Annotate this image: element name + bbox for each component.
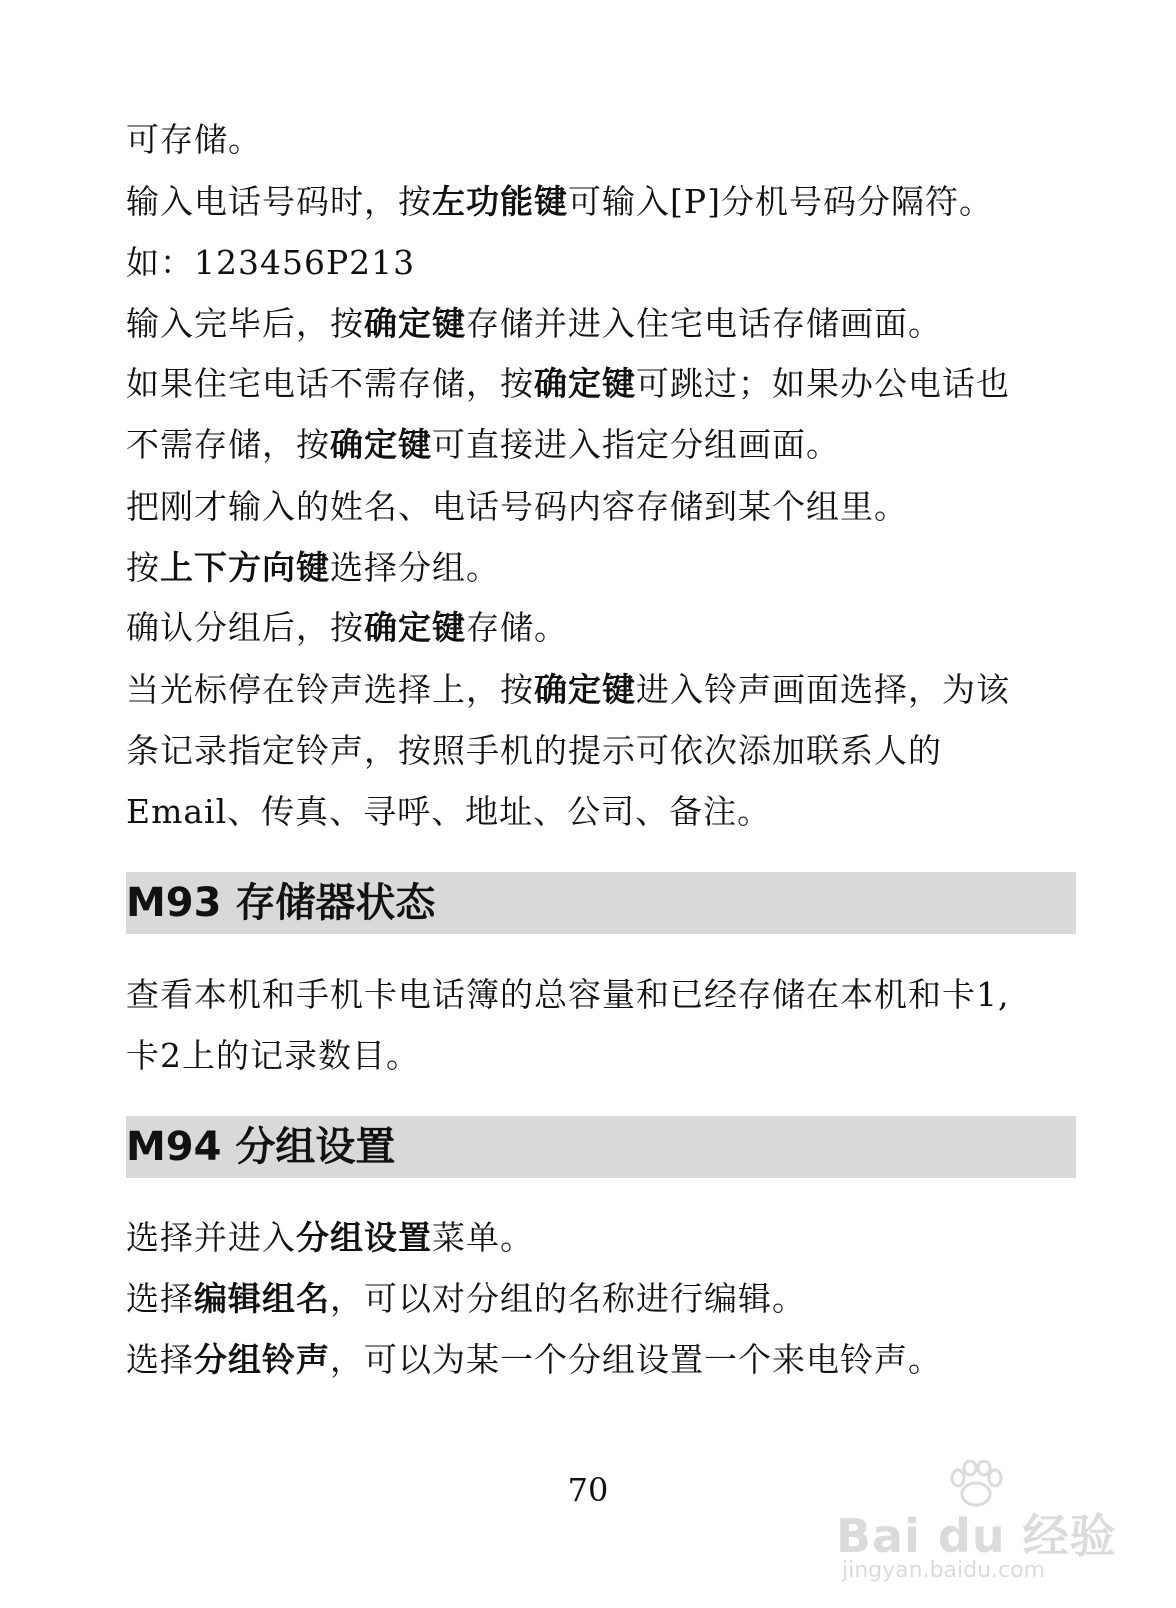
- text-span: 可输入[P]分机号码分隔符。: [568, 182, 993, 221]
- key-name-bold: 确定键: [364, 608, 466, 647]
- text-span: 选择: [126, 1279, 194, 1318]
- baidu-watermark: [836, 1460, 1117, 1583]
- menu-name-bold: 分组设置: [296, 1218, 432, 1257]
- text-span: 不需存储，按: [126, 425, 330, 464]
- text-span: 如：123456P213: [126, 243, 416, 282]
- text-span: 选择并进入: [126, 1218, 296, 1257]
- text-span: 卡2上的记录数目。: [126, 1036, 420, 1075]
- text-span: 条记录指定铃声，按照手机的提示可依次添加联系人的: [126, 731, 942, 770]
- text-line-10: [126, 670, 1076, 710]
- text-span: Email、传真、寻呼、地址、公司、备注。: [126, 792, 772, 831]
- text-span: ，可以为某一个分组设置一个来电铃声。: [330, 1340, 942, 1379]
- key-name-bold: 上下方向键: [160, 548, 330, 587]
- menu-name-bold: 编辑组名: [194, 1279, 330, 1318]
- m94-text-line-3: [126, 1340, 1076, 1380]
- text-span: 按: [126, 548, 160, 587]
- text-line-6: [126, 425, 1076, 465]
- text-span: 可直接进入指定分组画面。: [432, 425, 840, 464]
- watermark-url: jingyan.baidu.com: [842, 1558, 1046, 1583]
- text-span: 选择分组。: [330, 548, 500, 587]
- text-span: 确认分组后，按: [126, 608, 364, 647]
- page-number: 70: [567, 1471, 609, 1509]
- m93-text-line-2: [126, 1036, 1076, 1076]
- section-heading-m93: M93 存储器状态: [126, 872, 1076, 934]
- section-heading-m94: M94 分组设置: [126, 1116, 1076, 1178]
- text-span: 存储并进入住宅电话存储画面。: [466, 304, 942, 343]
- text-line-1: [126, 120, 1076, 160]
- text-line-5: [126, 364, 1076, 404]
- text-span: 输入完毕后，按: [126, 304, 364, 343]
- watermark-text: Bai du 经验: [836, 1509, 1117, 1563]
- text-span: ，可以对分组的名称进行编辑。: [330, 1279, 806, 1318]
- key-name-bold: 确定键: [534, 364, 636, 403]
- key-name-bold: 确定键: [330, 425, 432, 464]
- text-span: 查看本机和手机卡电话簿的总容量和已经存储在本机和卡1,: [126, 975, 1010, 1014]
- m93-text-line-1: [126, 975, 1076, 1015]
- text-line-9: [126, 608, 1076, 648]
- text-span: 可存储。: [126, 120, 262, 159]
- text-span: 如果住宅电话不需存储，按: [126, 364, 534, 403]
- key-name-bold: 左功能键: [432, 182, 568, 221]
- text-span: 存储。: [466, 608, 568, 647]
- m94-text-line-2: [126, 1279, 1076, 1319]
- menu-name-bold: 分组铃声: [194, 1340, 330, 1379]
- text-line-3: [126, 243, 1076, 283]
- key-name-bold: 确定键: [534, 670, 636, 709]
- m94-text-line-1: [126, 1218, 1076, 1258]
- text-span: 当光标停在铃声选择上，按: [126, 670, 534, 709]
- text-span: 把刚才输入的姓名、电话号码内容存储到某个组里。: [126, 487, 908, 526]
- text-span: 菜单。: [432, 1218, 534, 1257]
- text-line-12: [126, 792, 1076, 832]
- text-line-7: [126, 487, 1076, 527]
- text-span: 进入铃声画面选择，为该: [636, 670, 1010, 709]
- text-span: 输入电话号码时，按: [126, 182, 432, 221]
- text-span: 选择: [126, 1340, 194, 1379]
- text-line-2: [126, 182, 1076, 222]
- text-line-11: [126, 731, 1076, 771]
- text-span: 可跳过；如果办公电话也: [636, 364, 1010, 403]
- key-name-bold: 确定键: [364, 304, 466, 343]
- text-line-4: [126, 304, 1076, 344]
- text-line-8: [126, 548, 1076, 588]
